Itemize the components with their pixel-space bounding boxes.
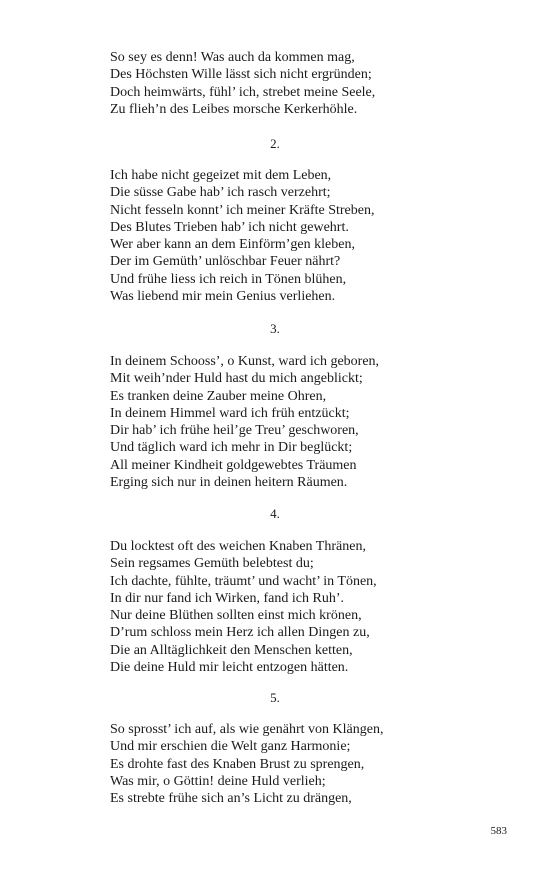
stanza-number: 2.: [270, 136, 280, 151]
verse-line: Ich dachte, fühlte, träumt’ und wacht’ in Tönen,: [110, 573, 377, 589]
verse-line: All meiner Kindheit goldgewebtes Träumen: [110, 457, 357, 473]
verse-line: Es tranken deine Zauber meine Ohren,: [110, 388, 327, 404]
verse-line: Was liebend mir mein Genius verliehen.: [110, 289, 336, 305]
verse-line: Und frühe liess ich reich in Tönen blühen,: [110, 271, 347, 287]
verse-line: Des Blutes Trieben hab’ ich nicht gewehrt.: [110, 219, 349, 235]
verse-line: Die süsse Gabe hab’ ich rasch verzehrt;: [110, 185, 331, 201]
verse-line: Doch heimwärts, fühl’ ich, strebet meine Seele,: [110, 84, 376, 100]
verse-line: In dir nur fand ich Wirken, fand ich Ruh’.: [110, 590, 345, 606]
verse-line: Es drohte fast des Knaben Brust zu sprengen,: [110, 756, 365, 772]
verse-line: Was mir, o Göttin! deine Huld verlieh;: [110, 773, 326, 789]
verse-line: Du locktest oft des weichen Knaben Thränen,: [110, 539, 366, 554]
verse-line: In deinem Schooss’, o Kunst, ward ich geboren,: [110, 354, 380, 369]
verse-line: Dir hab’ ich frühe heil’ge Treu’ geschworen,: [110, 423, 359, 439]
verse-line: Nur deine Blüthen sollten einst mich krönen,: [110, 608, 362, 624]
verse-line: Wer aber kann an dem Einförm’gen kleben,: [110, 237, 355, 253]
verse-line: Es strebte frühe sich an’s Licht zu drängen,: [110, 791, 352, 807]
stanza-number: 5.: [270, 690, 280, 705]
stanza-1: [110, 49, 440, 118]
verse-line: Zu flieh’n des Leibes morsche Kerkerhöhle.: [110, 101, 358, 117]
verse-line: Mit weih’nder Huld hast du mich angeblickt;: [110, 371, 363, 387]
verse-line: Nicht fesseln konnt’ ich meiner Kräfte Streben,: [110, 202, 375, 218]
verse-line: Des Höchsten Wille lässt sich nicht ergründen;: [110, 67, 372, 83]
stanza-2: [110, 167, 440, 305]
stanza-number: 3.: [270, 321, 280, 336]
verse-line: Erging sich nur in deinen heitern Räumen.: [110, 475, 348, 491]
page-number: 583: [490, 825, 507, 837]
stanza-5: [110, 721, 440, 807]
verse-line: Sein regsames Gemüth belebtest du;: [110, 556, 314, 572]
verse-line: Der im Gemüth’ unlöschbar Feuer nährt?: [110, 254, 341, 270]
verse-line: Und täglich ward ich mehr in Dir beglückt;: [110, 440, 353, 456]
stanza-number: 4.: [270, 506, 280, 521]
verse-line: Ich habe nicht gegeizet mit dem Leben,: [110, 168, 332, 183]
stanza-3: [110, 353, 440, 491]
verse-line: Und mir erschien die Welt ganz Harmonie;: [110, 739, 351, 755]
stanza-4: [110, 538, 440, 676]
verse-line: Die an Alltäglichkeit den Menschen ketten,: [110, 642, 353, 658]
verse-line: In deinem Himmel ward ich früh entzückt;: [110, 405, 350, 421]
verse-line: Die deine Huld mir leicht entzogen hätten.: [110, 660, 349, 676]
verse-line: D’rum schloss mein Herz ich allen Dingen zu,: [110, 625, 370, 641]
verse-line: So sey es denn! Was auch da kommen mag,: [110, 50, 355, 65]
verse-line: So sprosst’ ich auf, als wie genährt von Klängen,: [110, 722, 384, 737]
